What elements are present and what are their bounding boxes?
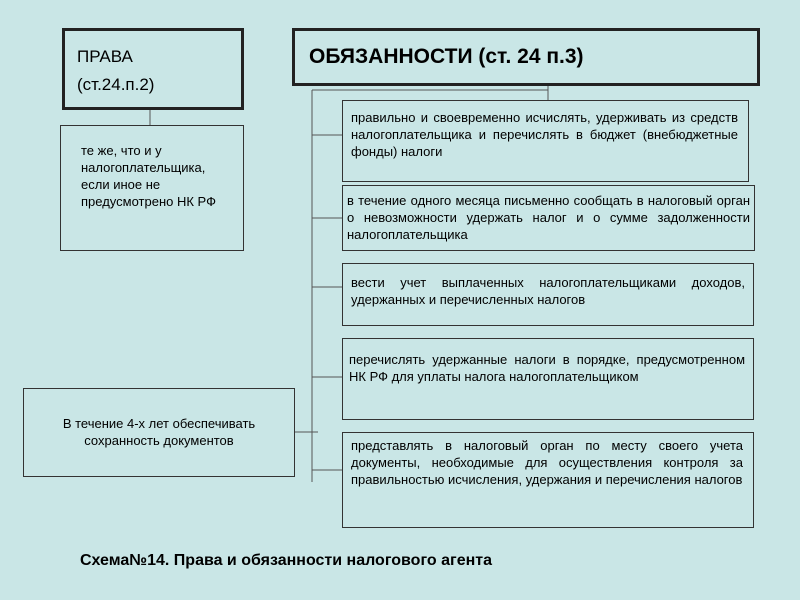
duty-box-3 [342, 263, 754, 326]
rights-title-box [62, 28, 244, 110]
rights-description-box [60, 125, 244, 251]
duty-text-4: перечислять удержанные налоги в порядке, предусмотренном НК РФ для уплаты налога налогоплательщиком [349, 352, 745, 384]
duty-box-2 [342, 185, 755, 251]
rights-title: ПРАВА [77, 47, 133, 66]
scheme-caption: Схема№14. Права и обязанности налогового агента [80, 552, 492, 569]
duty-text-5: представлять в налоговый орган по месту своего учета документы, необходимые для осуществления контроля за правильностью исчисления, удержания и перечисления налогов [351, 438, 743, 487]
document-storage-text: В течение 4-х лет обеспечивать сохранность документов [62, 416, 256, 448]
duty-box-5 [342, 432, 754, 528]
document-storage-box [23, 388, 295, 477]
duties-title: ОБЯЗАННОСТИ (ст. 24 п.3) [309, 45, 584, 68]
duty-text-3: вести учет выплаченных налогоплательщиками доходов, удержанных и перечисленных налогов [351, 275, 745, 307]
duty-text-2: в течение одного месяца письменно сообщать в налоговый орган о невозможности удержать налог и о сумме задолженности налогоплательщика [347, 193, 750, 242]
duties-title-box [292, 28, 760, 86]
rights-description: те же, что и у налогоплательщика, если иное не предусмотрено НК РФ [81, 143, 216, 209]
rights-article: (ст.24.п.2) [77, 75, 155, 94]
duty-box-1 [342, 100, 749, 182]
duty-text-1: правильно и своевременно исчислять, удерживать из средств налогоплательщика и перечислять в бюджет (внебюджетные фонды) налоги [351, 110, 738, 159]
duty-box-4 [342, 338, 754, 420]
